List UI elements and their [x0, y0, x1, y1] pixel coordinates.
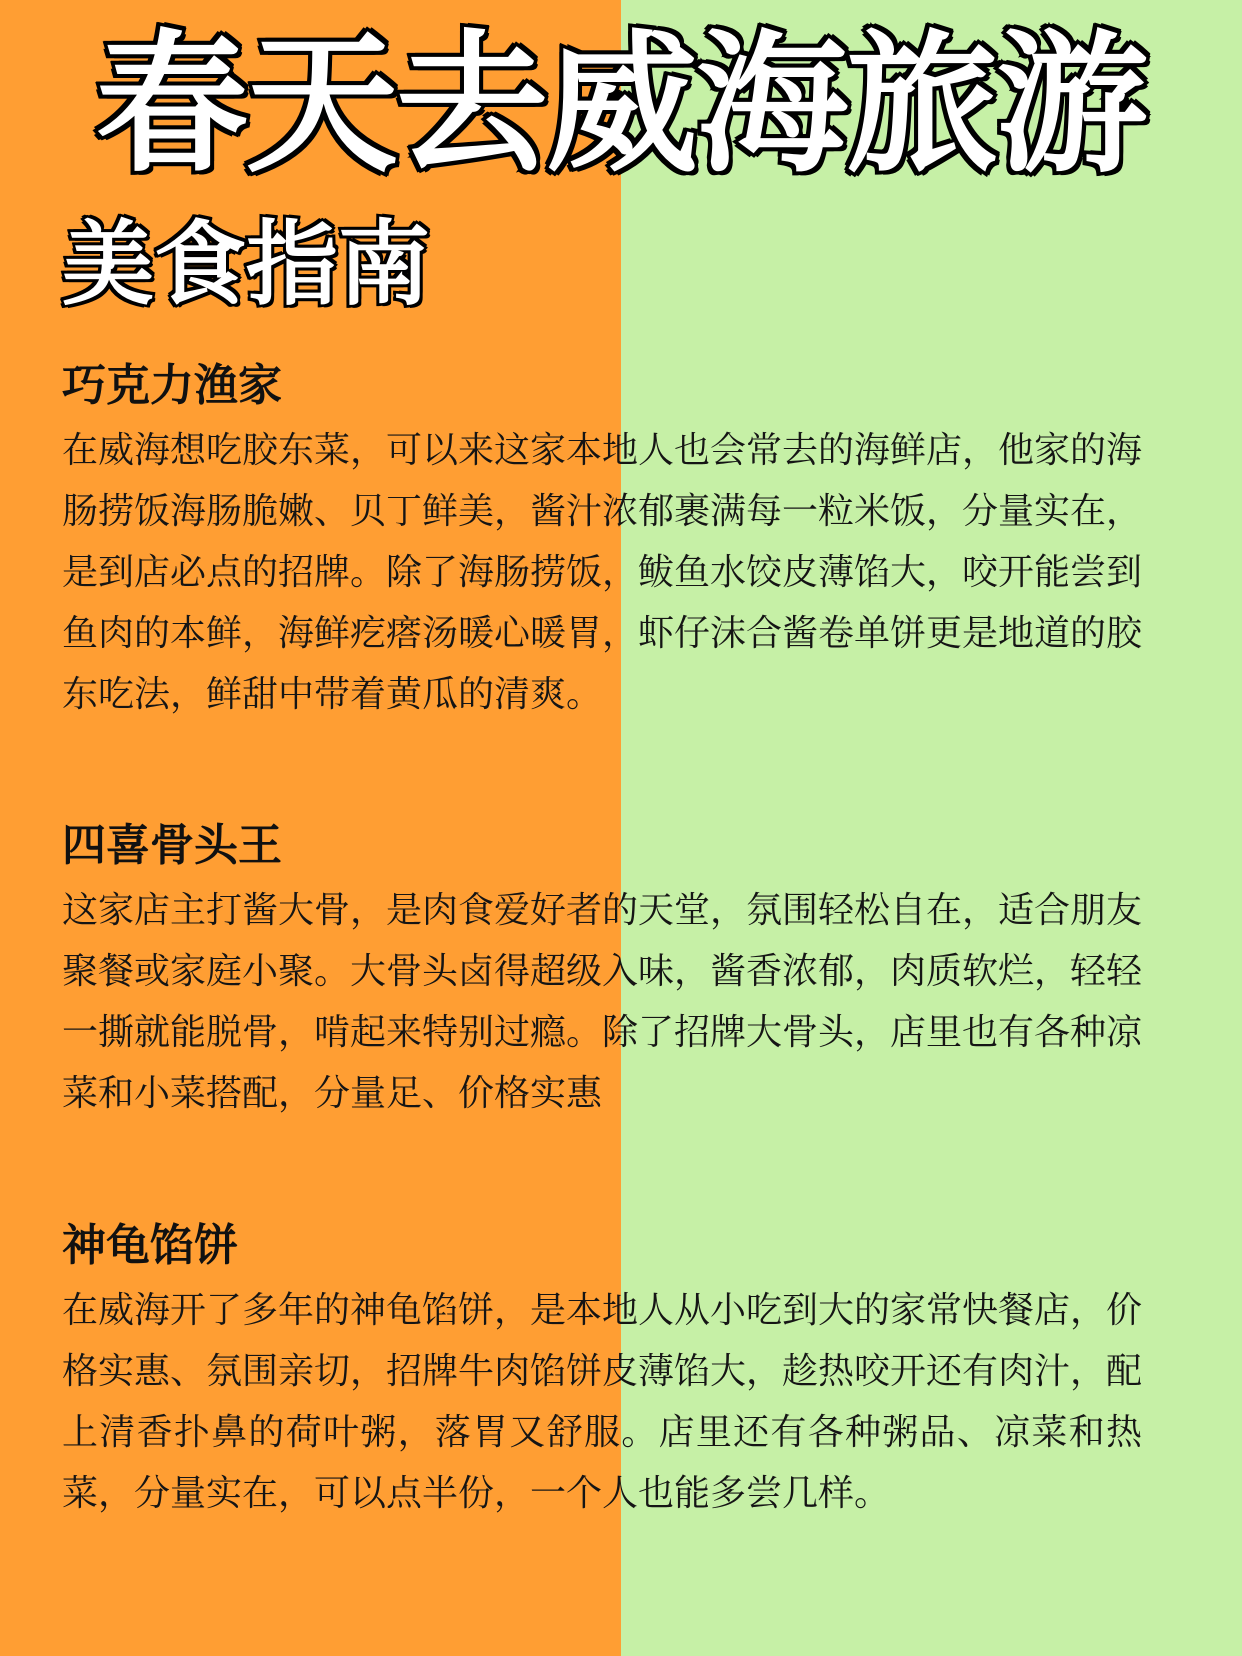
- restaurant-description: 在威海想吃胶东菜，可以来这家本地人也会常去的海鲜店，他家的海肠捞饭海肠脆嫩、贝丁鲜美，酱汁浓郁裹满每一粒米饭，分量实在，是到店必点的招牌。除了海肠捞饭，鲅鱼水饺皮薄馅大，咬开能尝到鱼肉的本鲜，海鲜疙瘩汤暖心暖胃，虾仔沫合酱卷单饼更是地道的胶东吃法，鲜甜中带着黄瓜的清爽。: [62, 430, 1143, 715]
- restaurant-description: 这家店主打酱大骨，是肉食爱好者的天堂，氛围轻松自在，适合朋友聚餐或家庭小聚。大骨头卤得超级入味，酱香浓郁，肉质软烂，轻轻一撕就能脱骨，啃起来特别过瘾。除了招牌大骨头，店里也有各种凉菜和小菜搭配，分量足、价格实惠: [62, 890, 1143, 1114]
- restaurant-section: [62, 356, 1142, 725]
- restaurant-section: [62, 1216, 1142, 1524]
- page-subtitle: 美食指南: [62, 211, 431, 318]
- restaurant-name: 巧克力渔家: [62, 360, 282, 411]
- restaurant-description: 在威海开了多年的神龟馅饼，是本地人从小吃到大的家常快餐店，价格实惠、氛围亲切，招牌牛肉馅饼皮薄馅大，趁热咬开还有肉汁，配上清香扑鼻的荷叶粥，落胃又舒服。店里还有各种粥品、凉菜和热菜，分量实在，可以点半份，一个人也能多尝几样。: [62, 1290, 1143, 1514]
- restaurant-name: 四喜骨头王: [62, 820, 282, 871]
- page-title: 春天去威海旅游: [96, 16, 1146, 193]
- restaurant-name: 神龟馅饼: [62, 1220, 238, 1271]
- restaurant-section: [62, 816, 1142, 1124]
